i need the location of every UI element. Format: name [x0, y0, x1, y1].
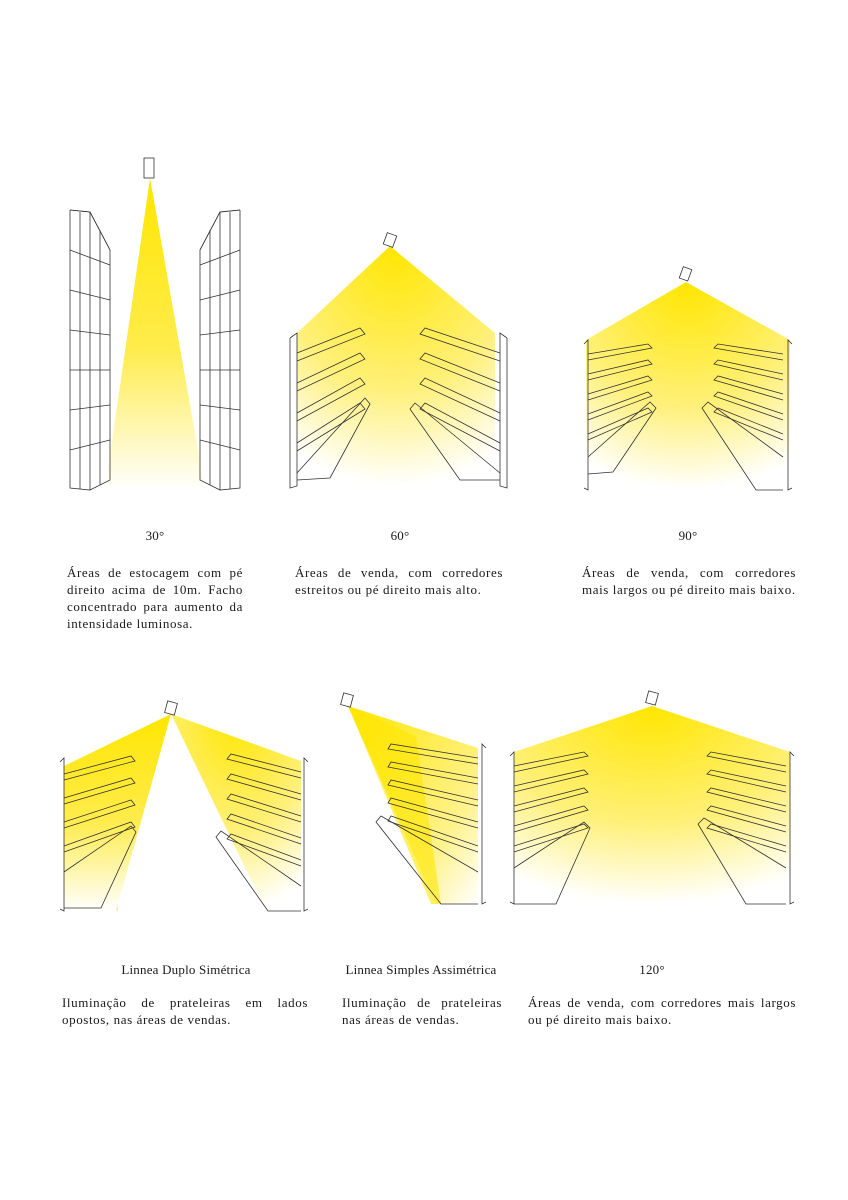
title-90-degree: 90° [678, 528, 698, 543]
desc-30-degree: Áreas de estocagem com pé direito acima de 10m. Facho concentrado para aumento da intensidade luminosa. [67, 565, 243, 631]
figure-60-degree [285, 228, 515, 493]
figure-90-degree [578, 262, 798, 494]
figure-120-degree [506, 686, 798, 908]
title-60-degree: 60° [390, 528, 410, 543]
desc-60-degree: Áreas de venda, com corredores estreitos ou pé direito mais alto. [295, 565, 503, 597]
title-120-degree: 120° [639, 962, 665, 977]
luminaire-icon [341, 693, 354, 707]
figure-linnea-duplo [56, 696, 316, 916]
luminaire-icon [144, 158, 154, 178]
figure-linnea-simples [336, 686, 496, 908]
rack-left [70, 210, 110, 490]
desc-linnea-simples: Iluminação de prateleiras nas áreas de vendas. [342, 995, 502, 1027]
light-beam [105, 178, 205, 490]
title-linnea-duplo: Linnea Duplo Simétrica [121, 962, 251, 977]
desc-90-degree: Áreas de venda, com corredores mais largos ou pé direito mais baixo. [582, 565, 796, 597]
title-30-degree: 30° [145, 528, 165, 543]
luminaire-icon [679, 267, 692, 281]
rack-right [200, 210, 240, 490]
luminaire-icon [165, 701, 178, 715]
desc-120-degree: Áreas de venda, com corredores mais largos ou pé direito mais baixo. [528, 995, 796, 1027]
luminaire-icon [646, 691, 659, 705]
figure-30-degree [60, 150, 250, 500]
desc-linnea-duplo: Iluminação de prateleiras em lados opostos, nas áreas de vendas. [62, 995, 308, 1027]
title-linnea-simples: Linnea Simples Assimétrica [345, 962, 497, 977]
luminaire-icon [383, 233, 397, 248]
